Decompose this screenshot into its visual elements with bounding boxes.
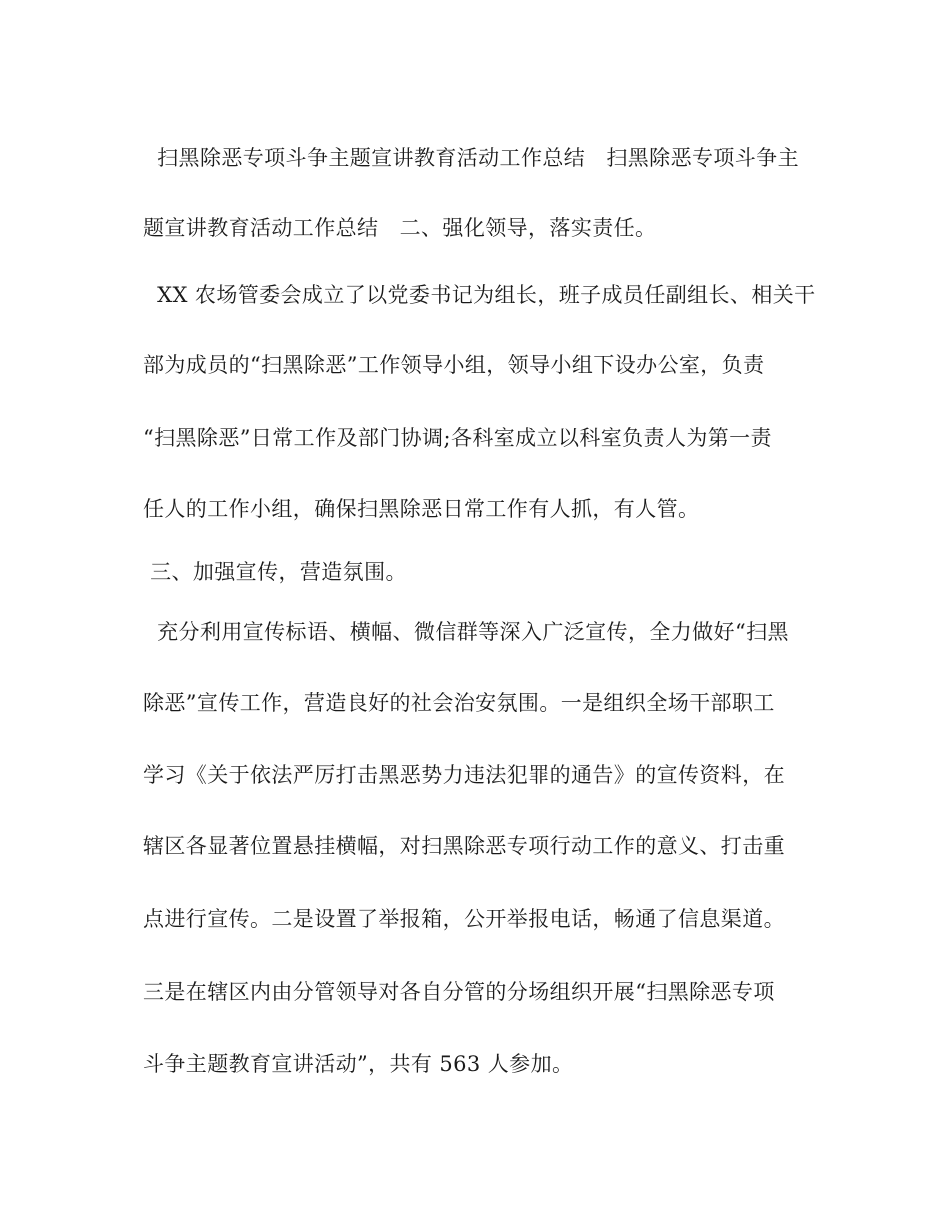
text-line-6: 任人的工作小组，确保扫黑除恶日常工作有人抓，有人管。 [143,497,700,521]
text-line-13: 三是在辖区内由分管领导对各自分管的分场组织开展“扫黑除恶专项 [143,980,775,1004]
text-line-5: “扫黑除恶”日常工作及部门协调;各科室成立以科室负责人为第一责 [143,426,772,450]
text-line-1: 扫黑除恶专项斗争主题宣讲教育活动工作总结 扫黑除恶专项斗争主 [143,146,799,170]
text-line-3: XX 农场管委会成立了以党委书记为组长，班子成员任副组长、相关干 [143,283,816,307]
text-line-4: 部为成员的“扫黑除恶”工作领导小组，领导小组下设办公室，负责 [143,353,765,377]
text-line-10: 学习《关于依法严厉打击黑恶势力违法犯罪的通告》的宣传资料，在 [143,763,785,787]
text-line-12: 点进行宣传。二是设置了举报箱，公开举报电话，畅通了信息渠道。 [143,907,785,931]
text-line-11: 辖区各显著位置悬挂横幅，对扫黑除恶专项行动工作的意义、打击重 [143,834,785,858]
text-line-9: 除恶”宣传工作，营造良好的社会治安氛围。一是组织全场干部职工 [143,691,775,715]
text-line-14: 斗争主题教育宣讲活动”，共有 563 人参加。 [143,1052,574,1076]
text-line-8: 充分利用宣传标语、横幅、微信群等深入广泛宣传，全力做好“扫黑 [143,620,789,644]
text-line-2: 题宣讲教育活动工作总结 二、强化领导，落实责任。 [143,216,657,240]
text-line-7: 三、加强宣传，营造氛围。 [143,560,407,584]
